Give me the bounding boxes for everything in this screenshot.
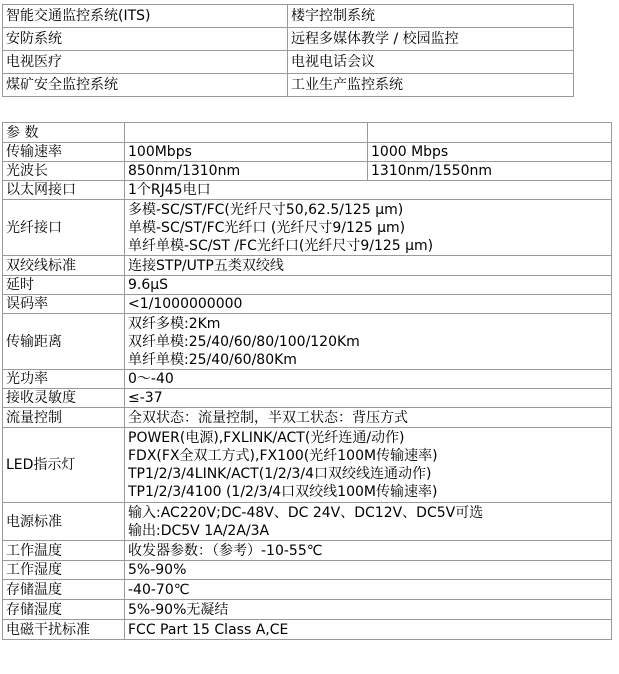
spec-label: 以太网接口 xyxy=(3,181,125,200)
spec-table xyxy=(2,122,612,640)
spec-line: 双纤多模:2Km xyxy=(128,315,221,332)
table-row xyxy=(3,51,574,74)
spec-row-flow-control xyxy=(3,408,612,428)
spec-line: 输入:AC220V;DC-48V、DC 24V、DC12V、DC5V可选 xyxy=(128,504,484,521)
spec-value xyxy=(125,200,612,256)
app-cell: 安防系统 xyxy=(3,28,288,51)
spec-row-wavelength xyxy=(3,162,612,181)
spec-value: 9.6μS xyxy=(125,276,612,295)
app-cell: 远程多媒体教学 / 校园监控 xyxy=(288,28,574,51)
spec-line: 输出:DC5V 1A/2A/3A xyxy=(128,522,270,539)
spec-value: 连接STP/UTP五类双绞线 xyxy=(125,256,612,276)
table-row xyxy=(3,5,574,28)
spec-label: 双绞线标准 xyxy=(3,256,125,276)
spec-row-sensitivity xyxy=(3,389,612,408)
spec-row-work-humidity xyxy=(3,561,612,580)
app-cell: 楼宇控制系统 xyxy=(288,5,574,28)
spec-row-work-temp xyxy=(3,541,612,561)
spec-label: 存储温度 xyxy=(3,580,125,600)
spec-value: 5%-90% xyxy=(125,561,612,580)
spec-label: 光纤接口 xyxy=(3,200,125,256)
spec-line: TP1/2/3/4LINK/ACT(1/2/3/4口双绞线连通动作) xyxy=(128,466,432,482)
spec-value: FCC Part 15 Class A,CE xyxy=(125,620,612,640)
spec-label: LED指示灯 xyxy=(3,428,125,503)
spec-value xyxy=(125,428,612,503)
spec-label: 延时 xyxy=(3,276,125,295)
spec-row-storage-humidity xyxy=(3,600,612,620)
spec-row-fiber-port xyxy=(3,200,612,256)
spec-row-twisted-pair xyxy=(3,256,612,276)
spec-value: 1310nm/1550nm xyxy=(368,162,612,181)
spec-label: 流量控制 xyxy=(3,408,125,428)
spec-label: 电磁干扰标准 xyxy=(3,620,125,640)
spec-value xyxy=(125,123,368,143)
spec-value xyxy=(368,123,612,143)
spec-line: FDX(FX全双工方式),FX100(光纤100M传输速率) xyxy=(128,448,438,464)
spec-value: 1000 Mbps xyxy=(368,143,612,162)
app-cell: 工业生产监控系统 xyxy=(288,74,574,97)
spec-header-row xyxy=(3,123,612,143)
spec-label: 传输速率 xyxy=(3,143,125,162)
table-row xyxy=(3,28,574,51)
spec-label: 光功率 xyxy=(3,370,125,389)
spec-row-ethernet xyxy=(3,181,612,200)
application-table xyxy=(2,4,574,97)
spec-label: 传输距离 xyxy=(3,314,125,370)
spec-line: POWER(电源),FXLINK/ACT(光纤连通/动作) xyxy=(128,430,405,446)
spec-label: 电源标准 xyxy=(3,503,125,541)
spec-value: ≤-37 xyxy=(125,389,612,408)
app-cell: 煤矿安全监控系统 xyxy=(3,74,288,97)
spec-value: 5%-90%无凝结 xyxy=(125,600,612,620)
app-cell: 智能交通监控系统(ITS) xyxy=(3,5,288,28)
spec-value: 收发器参数：（参考）-10-55℃ xyxy=(125,541,612,561)
spec-value: 1个RJ45电口 xyxy=(125,181,612,200)
spec-label: 参 数 xyxy=(3,123,125,143)
spec-label: 工作湿度 xyxy=(3,561,125,580)
spec-label: 误码率 xyxy=(3,295,125,314)
spec-row-led xyxy=(3,428,612,503)
spec-line: 单纤单模:25/40/60/80Km xyxy=(128,351,297,368)
spec-value xyxy=(125,503,612,541)
spec-value: 100Mbps xyxy=(125,143,368,162)
spec-row-storage-temp xyxy=(3,580,612,600)
spec-row-latency xyxy=(3,276,612,295)
spec-value: 850nm/1310nm xyxy=(125,162,368,181)
spec-label: 光波长 xyxy=(3,162,125,181)
spec-label: 工作温度 xyxy=(3,541,125,561)
spec-row-ber xyxy=(3,295,612,314)
spec-value: -40-70℃ xyxy=(125,580,612,600)
table-row xyxy=(3,74,574,97)
spec-row-rate xyxy=(3,143,612,162)
spec-value: <1/1000000000 xyxy=(125,295,612,314)
spec-line: 单纤单模-SC/ST /FC光纤口(光纤尺寸9/125 μm) xyxy=(128,237,434,254)
spec-line: 单模-SC/ST/FC光纤口 (光纤尺寸9/125 μm) xyxy=(128,219,406,236)
app-cell: 电视医疗 xyxy=(3,51,288,74)
spec-line: 双纤单模:25/40/60/80/100/120Km xyxy=(128,333,360,350)
spec-row-distance xyxy=(3,314,612,370)
spec-row-emi xyxy=(3,620,612,640)
app-cell: 电视电话会议 xyxy=(288,51,574,74)
spec-value xyxy=(125,314,612,370)
spec-value: 0～-40 xyxy=(125,370,612,389)
spec-label: 接收灵敏度 xyxy=(3,389,125,408)
spec-row-power xyxy=(3,503,612,541)
spec-label: 存储湿度 xyxy=(3,600,125,620)
spec-value: 全双状态：流量控制，半双工状态：背压方式 xyxy=(125,408,612,428)
spec-line: 多模-SC/ST/FC(光纤尺寸50,62.5/125 μm) xyxy=(128,201,404,218)
spec-line: TP1/2/3/4100 (1/2/3/4口双绞线100M传输速率) xyxy=(128,484,438,500)
spec-row-optical-power xyxy=(3,370,612,389)
